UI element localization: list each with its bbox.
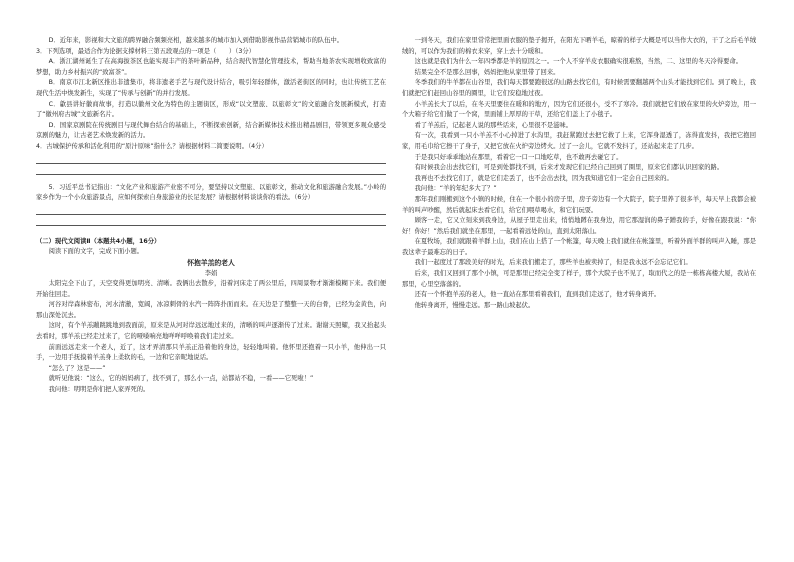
paragraph: 还有一个怀抱羊羔的老人，他一直站在那里看着我们，直到我们走远了，他才转身离开。 [414,291,661,299]
paragraph: 我问他：“羊的年纪多大了？” [414,185,497,193]
paragraph: 顾客一走，它又立刻来到我身边，从屋子里走出来，悄悄地蹲在我身边，用它那湿润的鼻子蹭我的手，好像在跟我说：“你好！你好！”然后我们就坐在那里，一起看着远处的山，直到太阳落山。 [402,217,756,235]
q3-option-a: A．浙江湖州诞生了在高海拔茶区也能实现丰产的茶叶新品种，结合现代智慧化管理技术，帮助当地茶农实现增收致富的梦想，助力乡村振兴的“致富茶”。 [36,58,386,76]
story-title: 怀抱羊羔的老人 [187,258,235,267]
paragraph: 小羊羔长大了以后，在冬天里要住在暖和的地方，因为它们还很小，受不了寒冷。我们就把它们放在家里的火炉旁边，用一个大箱子给它们做了一个窝，里面铺上厚厚的干草，还给它们盖上了小毯子。 [402,100,756,119]
paragraph: 这也就是我们为什么一年四季都是羊的原因之一。一个人不穿羊皮衣服确实很难熬，当然，二、这里的冬天冷得要命。 [414,58,743,66]
q3-option-c: C．歙县讲好徽商故事，打造以徽州文化为特色的主题街区，形成“以文塑旅、以旅彰文”的文旅融合发展新模式，打造了“徽州府古城”文旅新名片。 [36,100,386,119]
paragraph: 一到冬天，我们在家里常常把里面衣服的垫子揭开，在阳光下晒羊毛，晾着的样子大概是可以当作大衣的，干了之后毛羊绒绒的，可以作为我们的棉衣来穿，穿上去十分暖和。 [402,37,756,55]
paragraph: 我们一起度过了那段美好的时光，后来我们搬走了，那些羊也被卖掉了，但是我永远不会忘记它们。 [414,259,692,267]
q3-stem: 3．下列选项，最适合作为论据支撑材料三第五段观点的一项是（ ）（3分） [36,47,255,55]
q4-stem: 4．古城保护传承和活化利用的“原汁原味”指什么？请根据材料二简要说明。（4分） [36,142,268,150]
paragraph: 有时候我会出去找它们，可是到处都找不到，后来才发现它们已经自己回到了圈里，原来它们都认识回家的路。 [414,164,724,172]
paragraph: 就听见他说：“这么，它的妈妈病了，找不到了，那么小一点，站都站不稳，一看——它死啦！” [48,375,314,383]
paragraph: 在夏牧场，我们就跟着羊群上山，我们在山上搭了一个帐篷，每天晚上我们就住在帐篷里，听着外面羊群的叫声入睡，那是我这辈子最难忘的日子。 [402,238,756,256]
paragraph: 于是我只好乖乖地站在那里，看着它一口一口地吃草，也不敢再去碰它了。 [414,153,623,161]
answer-line[interactable] [36,215,386,226]
paragraph: 我再也不去找它们了，就是它们走丢了，也不会出去找，因为我知道它们一定会自己回来的。 [414,174,673,182]
paragraph: 结果完全不是那么回事，妈妈把他从家里带了回来。 [414,68,560,76]
paragraph: “怎么了？这是——” [48,364,106,372]
paragraph: 他转身离开，慢慢走远。那一路山坡起伏。 [414,301,535,309]
paragraph: 前面远远走来一个老人，近了，这才弄清那只羊羔正沿着他的身边，轻轻地叫着。他怀里还抱着一只小羊，他伸出一只手，一边用手抚摸着羊羔身上柔软的毛，一边和它亲昵地说话。 [36,343,386,362]
paragraph: 太阳完全下山了，天空变得更加明亮、清晰。我俩出去散步，沿着河床走了两公里后，四周景物才渐渐模糊下来。我们便开始往回走。 [36,280,386,298]
answer-line[interactable] [36,204,386,215]
paragraph: 河谷对岸森林密布，河水清澈，宽阔，冰凉刺骨的水汽一阵阵扑面而来。在天边是了整整一天的白骨，已经为金黄色，向那山深处沉去。 [36,301,386,319]
q3-option-b: B．南京市江北新区推出非遗集市，将非遗老手艺与现代设计结合，吸引年轻群体，激活老街区的同时，也让传统工艺在现代生活中焕发新生，实现了“传承与创新”的并行发展。 [36,79,386,97]
paragraph: 这时，有个羊羔蹦跳跳地到我面前，原来是从河对岸远远地过来的，清晰的叫声逐渐传了过来。谢谢天照耀，我又抬起头去看时，那羊羔已经走过来了，它的哑嗓响亮地咩咩呼唤着我们走过来。 [36,322,386,341]
paragraph: 冬季我们的牛羊都在山谷里，我们每天都要跑很远的山路去找它们，有时候需要翻越两个山头才能找到它们。到了晚上，我们就把它们赶回山谷里的圈里，让它们安稳地过夜。 [402,79,756,97]
section-title: （二）现代文阅读Ⅱ（本题共4小题，16分） [36,237,161,245]
q5-stem: 5．习近平总书记指出：“文化产业和旅游产业密不可分，要坚持以文塑旅、以旅彰文，推动文化和旅游融合发展。”小岭的家乡作为一个小众旅游景点，应如何探索自身旅游业的长足发展？请根据材料谈谈你的看法。（6分） [36,183,386,202]
q2-option-d: D．近年来，影视和大文旅的跨界融合频频亮相，越来越多的城市加入到借助影视作品营销城市的队伍中。 [48,37,344,44]
paragraph: 后来，我们又回到了那个小镇，可是那里已经完全变了样子，那个大院子也不见了，取而代之的是一栋栋高楼大厦，我站在那里，心里空落落的。 [402,270,756,288]
paragraph: 我问他：明明是你们把人家弄死的。 [48,386,150,394]
section-intro: 阅读下面的文字，完成下面小题。 [48,248,144,256]
answer-line[interactable] [36,153,386,164]
paragraph: 那年我们刚搬到这个小镇的时候，住在一个很小的房子里，房子旁边有一个大院子，院子里养了很多羊，每天早上我都会被羊的叫声吵醒，然后就起床去看它们，给它们喂草喝水，和它们玩耍。 [402,195,756,214]
q3-option-d: D．国家京剧院在传统剧目与现代舞台结合的基础上，不断探索创新，结合新媒体技术推出精品剧目，带领更多观众感受京剧的魅力，让古老艺术焕发新的活力。 [36,121,386,140]
answer-line[interactable] [36,164,386,175]
paragraph: 有一次，我看到一只小羊羔不小心掉进了水沟里，我赶紧跑过去把它救了上来，它浑身湿透了，冻得直发抖，我把它抱回家，用毛巾给它擦干了身子，又把它放在火炉旁边烤火。过了一会儿，它就不发抖了，还站起来走了几步。 [402,132,756,150]
story-author: 李娟 [204,269,218,277]
paragraph: 看了羊羔后，记起老人说的那些话来，心里很不是滋味。 [414,121,573,129]
right-column [402,36,756,311]
left-column [36,36,386,396]
